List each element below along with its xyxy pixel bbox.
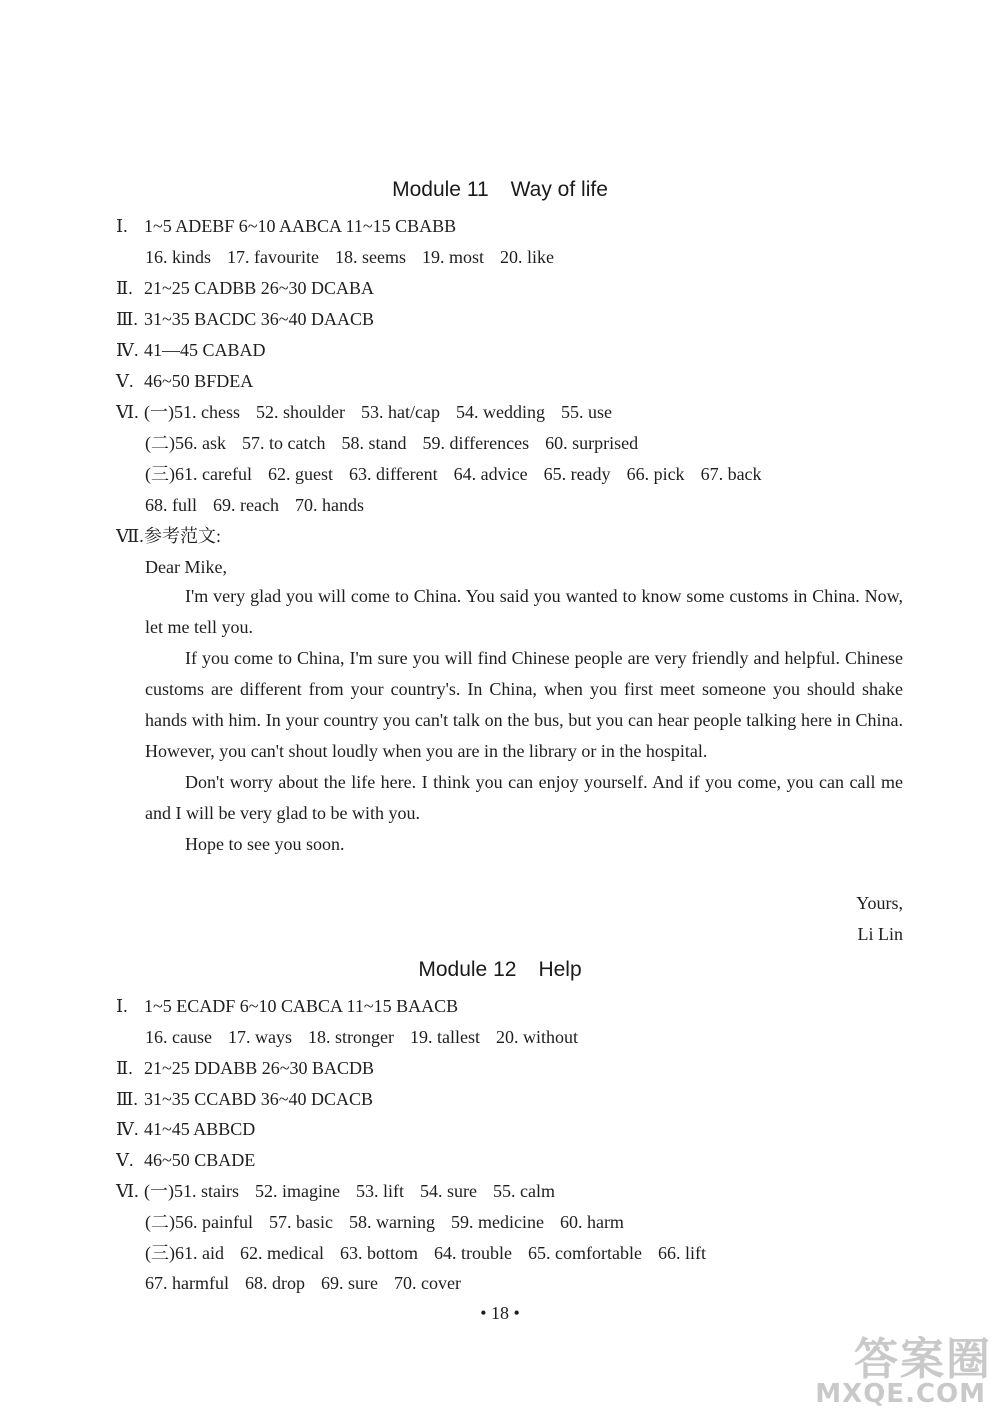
answer-item: 18. stronger: [307, 1027, 394, 1047]
answer-item: 52. imagine: [255, 1181, 340, 1201]
answer-item: 16. cause: [145, 1027, 212, 1047]
answer-item: 19. tallest: [409, 1027, 480, 1047]
section-label: Ⅲ.: [116, 309, 138, 329]
m12-section-6-part-1: [116, 1180, 571, 1202]
answer-item: 68. full: [145, 495, 197, 515]
part-prefix: (二): [145, 433, 175, 453]
answer-item: 65. comfortable: [528, 1243, 642, 1263]
section-label: Ⅰ.: [116, 216, 128, 236]
m12-section-2: [116, 1057, 374, 1079]
answer-item: 67. harmful: [145, 1273, 229, 1293]
m11-section-3: [116, 308, 374, 330]
answers: 46~50 BFDEA: [144, 371, 254, 391]
answer-item: 64. trouble: [434, 1243, 512, 1263]
watermark-url: MXQE.COM: [815, 1379, 986, 1409]
m11-section-1-words: [145, 246, 570, 268]
m11-section-6-part-1: [116, 401, 628, 423]
section-label: Ⅱ.: [116, 278, 133, 298]
m12-section-4: [116, 1118, 255, 1140]
answer-item: 60. harm: [559, 1212, 624, 1232]
answer-item: 52. shoulder: [256, 402, 345, 422]
answer-item: 19. most: [421, 247, 484, 267]
m11-section-7: [116, 525, 221, 547]
section-label: Ⅳ.: [116, 1119, 139, 1139]
answer-item: 62. medical: [240, 1243, 324, 1263]
m12-section-6-part-2: [145, 1211, 640, 1233]
part-prefix: (二): [145, 1212, 175, 1232]
part-prefix: (一): [144, 402, 174, 422]
answers: 31~35 CCABD 36~40 DCACB: [144, 1089, 374, 1109]
section-label: Ⅳ.: [116, 340, 139, 360]
answer-item: 54. wedding: [455, 402, 545, 422]
answer-item: 53. hat/cap: [361, 402, 440, 422]
section-label: Ⅶ.: [116, 526, 144, 546]
section-label: Ⅴ.: [116, 1150, 134, 1170]
letter-paragraph-4: Hope to see you soon.: [185, 834, 345, 854]
answer-item: 59. medicine: [450, 1212, 544, 1232]
part-prefix: (一): [144, 1181, 174, 1201]
answer-item: 70. hands: [294, 495, 364, 515]
answer-item: 60. surprised: [545, 433, 639, 453]
answer-item: 20. like: [500, 247, 554, 267]
answer-item: 61. careful: [175, 464, 252, 484]
answer-item: 51. chess: [174, 402, 240, 422]
answer-item: 51. stairs: [174, 1181, 239, 1201]
answer-item: 17. favourite: [227, 247, 319, 267]
answer-item: 55. calm: [492, 1181, 555, 1201]
m12-section-3: [116, 1088, 373, 1110]
watermark-logo: 答案圈: [854, 1334, 992, 1385]
answers: 41—45 CABAD: [144, 340, 266, 360]
m12-section-6-part-3-cont: [145, 1272, 477, 1294]
letter-greeting: Dear Mike,: [145, 557, 227, 577]
answer-item: 62. guest: [267, 464, 333, 484]
module-11-title: [0, 178, 1000, 202]
m11-section-6-part-3-cont: [145, 494, 380, 516]
answer-item: 69. reach: [213, 495, 279, 515]
section-label: Ⅵ.: [116, 402, 139, 422]
section-label: Ⅵ.: [116, 1181, 139, 1201]
m11-section-4: [116, 339, 266, 361]
section-label: Ⅲ.: [116, 1089, 138, 1109]
answer-item: 68. drop: [244, 1273, 305, 1293]
answers: 21~25 CADBB 26~30 DCABA: [144, 278, 375, 298]
answer-item: 57. to catch: [242, 433, 326, 453]
answers: 1~5 ADEBF 6~10 AABCA 11~15 CBABB: [144, 216, 457, 236]
section-label: Ⅴ.: [116, 371, 134, 391]
m12-section-1-words: [145, 1026, 594, 1048]
answer-item: 69. sure: [320, 1273, 378, 1293]
letter-paragraph-2: If you come to China, I'm sure you will find Chinese people are very friendly and helpful. Chinese customs are different from your country's. In China, when you first meet someone you should shake hands with him. In your country you can't talk on the bus, but you can hear people talking here in China. However, you can't shout loudly when you are in the library or in the hospital.: [145, 648, 903, 761]
answer-item: 54. sure: [419, 1181, 477, 1201]
answer-item: 67. back: [700, 464, 762, 484]
module-12-title: [0, 958, 1000, 982]
m12-section-1: [116, 995, 458, 1017]
answer-item: 70. cover: [393, 1273, 461, 1293]
module-12-number: Module 12: [418, 958, 517, 981]
answer-item: 57. basic: [269, 1212, 333, 1232]
answer-item: 66. pick: [626, 464, 685, 484]
letter-body: [145, 581, 903, 860]
answer-item: 59. differences: [422, 433, 530, 453]
m11-section-2: [116, 277, 374, 299]
answer-item: 53. lift: [355, 1181, 404, 1201]
answer-item: 17. ways: [227, 1027, 292, 1047]
answer-item: 55. use: [560, 402, 612, 422]
answer-item: 56. ask: [175, 433, 226, 453]
answer-item: 66. lift: [657, 1243, 706, 1263]
watermark: [792, 1323, 992, 1409]
answers: 46~50 CBADE: [144, 1150, 256, 1170]
module-11-number: Module 11: [392, 178, 489, 201]
letter-signature: Li Lin: [857, 924, 903, 944]
answer-item: 56. painful: [175, 1212, 253, 1232]
part-prefix: (三): [145, 464, 175, 484]
m12-section-6-part-3: [145, 1242, 722, 1264]
answer-item: 65. ready: [543, 464, 611, 484]
m11-section-6-part-2: [145, 432, 654, 454]
answer-item: 63. different: [348, 464, 438, 484]
answer-item: 63. bottom: [339, 1243, 418, 1263]
section-label: Ⅱ.: [116, 1058, 133, 1078]
m11-section-5: [116, 370, 253, 392]
letter-paragraph-3: Don't worry about the life here. I think you can enjoy yourself. And if you come, you can call me and I will be very glad to be with you.: [145, 772, 903, 823]
answer-item: 58. warning: [348, 1212, 435, 1232]
answer-item: 20. without: [495, 1027, 578, 1047]
answers: 1~5 ECADF 6~10 CABCA 11~15 BAACB: [144, 996, 459, 1016]
page-number: • 18 •: [480, 1303, 520, 1323]
letter-closing: Yours,: [856, 893, 903, 913]
answer-item: 18. seems: [334, 247, 406, 267]
sample-essay-heading: 参考范文:: [144, 526, 222, 546]
section-label: Ⅰ.: [116, 996, 128, 1016]
answers: 31~35 BACDC 36~40 DAACB: [144, 309, 375, 329]
answer-item: 61. aid: [175, 1243, 224, 1263]
answer-item: 64. advice: [453, 464, 528, 484]
module-11-name: Way of life: [510, 178, 608, 201]
m12-section-5: [116, 1149, 255, 1171]
part-prefix: (三): [145, 1243, 175, 1263]
answer-item: 58. stand: [341, 433, 407, 453]
answers: 41~45 ABBCD: [144, 1119, 256, 1139]
answer-item: 16. kinds: [145, 247, 212, 267]
module-12-name: Help: [538, 958, 582, 981]
letter-paragraph-1: I'm very glad you will come to China. You said you wanted to know some customs in China. Now, let me tell you.: [145, 586, 903, 637]
m11-section-1: [116, 215, 456, 237]
answers: 21~25 DDABB 26~30 BACDB: [144, 1058, 375, 1078]
m11-section-6-part-3: [145, 463, 778, 485]
